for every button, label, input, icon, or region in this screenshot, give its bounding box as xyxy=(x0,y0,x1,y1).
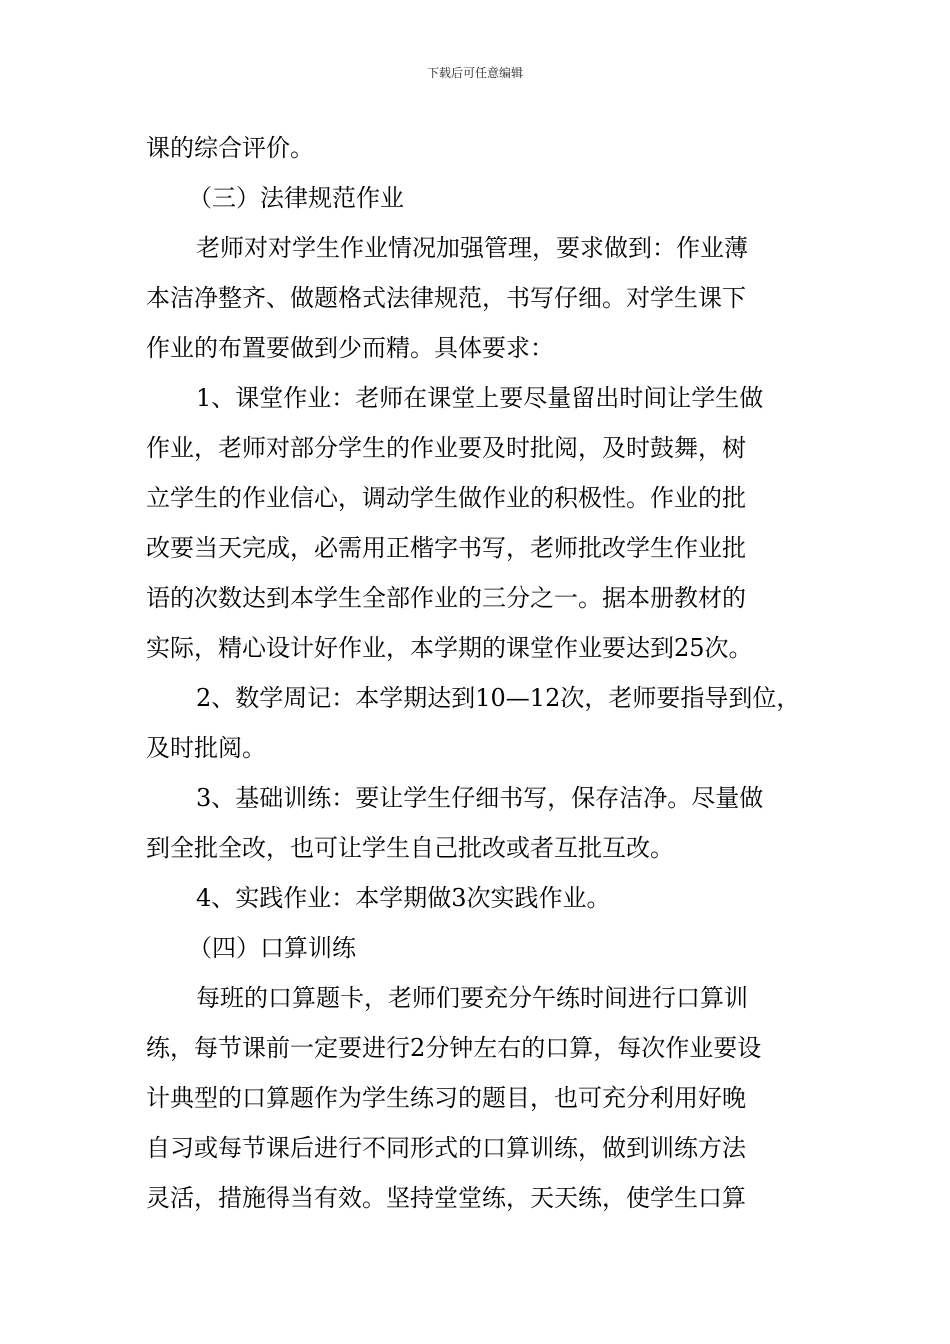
text-line: 及时批阅。 xyxy=(146,734,266,762)
text-line: 作业，老师对部分学生的作业要及时批阅，及时鼓舞，树 xyxy=(146,434,746,462)
text-line: 作业的布置要做到少而精。具体要求： xyxy=(146,334,554,362)
text-line: 立学生的作业信心，调动学生做作业的积极性。作业的批 xyxy=(146,484,746,512)
text-line: 实际，精心设计好作业，本学期的课堂作业要达到25次。 xyxy=(146,634,753,662)
section-heading: （三）法律规范作业 xyxy=(188,184,404,212)
text-line: 改要当天完成，必需用正楷字书写，老师批改学生作业批 xyxy=(146,534,746,562)
text-line: 语的次数达到本学生全部作业的三分之一。据本册教材的 xyxy=(146,584,746,612)
text-line: 4、实践作业：本学期做3次实践作业。 xyxy=(196,884,611,912)
text-line: 计典型的口算题作为学生练习的题目，也可充分利用好晚 xyxy=(146,1084,746,1112)
text-line: 老师对对学生作业情况加强管理，要求做到：作业薄 xyxy=(196,234,748,262)
text-line: 2、数学周记：本学期达到10—12次，老师要指导到位， xyxy=(196,684,801,712)
text-line: 3、基础训练：要让学生仔细书写，保存洁净。尽量做 xyxy=(196,784,764,812)
text-line: 课的综合评价。 xyxy=(146,134,314,162)
text-line: 每班的口算题卡，老师们要充分午练时间进行口算训 xyxy=(196,984,748,1012)
text-line: 到全批全改，也可让学生自己批改或者互批互改。 xyxy=(146,834,674,862)
text-line: 1、课堂作业：老师在课堂上要尽量留出时间让学生做 xyxy=(196,384,764,412)
text-line: 本洁净整齐、做题格式法律规范，书写仔细。对学生课下 xyxy=(146,284,746,312)
section-heading: （四）口算训练 xyxy=(188,934,356,962)
text-line: 练，每节课前一定要进行2分钟左右的口算，每次作业要设 xyxy=(146,1034,762,1062)
text-line: 自习或每节课后进行不同形式的口算训练，做到训练方法 xyxy=(146,1134,746,1162)
text-line: 灵活，措施得当有效。坚持堂堂练，天天练，使学生口算 xyxy=(146,1184,746,1212)
page-header: 下载后可任意编辑 xyxy=(426,66,523,80)
